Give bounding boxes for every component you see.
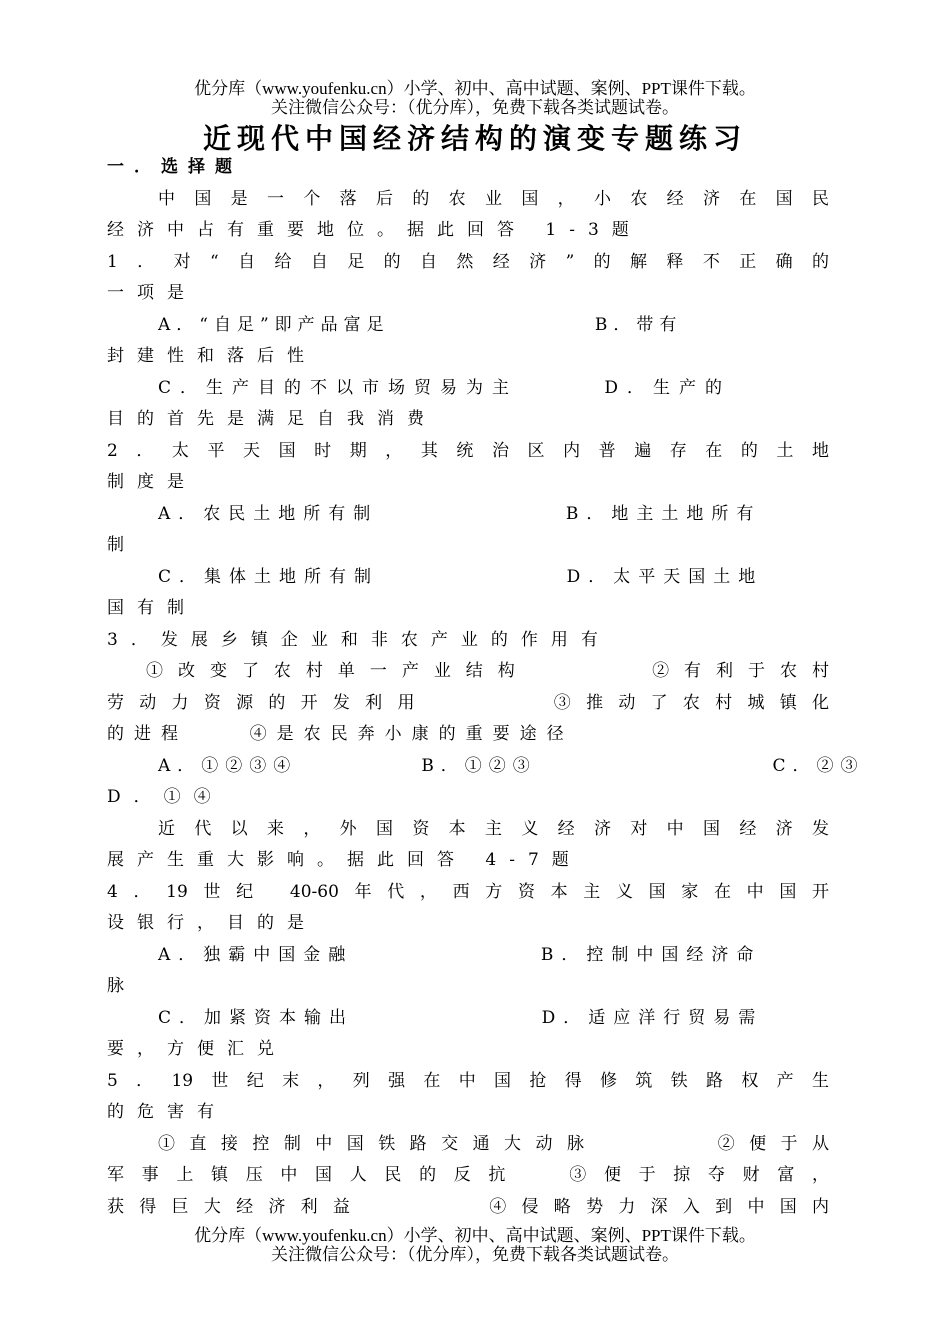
text-line: A．①②③④ B．①②③ C．②③ xyxy=(158,756,865,776)
text-line: A．“自足”即产品富足 B．带有 xyxy=(158,315,683,335)
text-line: 制 xyxy=(107,535,124,555)
page-header-top xyxy=(0,79,950,117)
text-line: ①改变了农村单一产业结构 ②有利于农村 xyxy=(146,661,829,681)
text-line: 要，方便汇兑 xyxy=(107,1039,287,1059)
text-line: 的危害有 xyxy=(107,1102,227,1122)
text-line: 国有制 xyxy=(107,598,197,618)
text-line: 1．对“自给自足的自然经济”的解释不正确的 xyxy=(107,252,829,272)
text-line: 设银行，目的是 xyxy=(107,913,317,933)
text-line: 中国是一个落后的农业国，小农经济在国民 xyxy=(158,189,829,209)
text-line: ①直接控制中国铁路交通大动脉 ②便于从 xyxy=(158,1134,829,1154)
text-line: D．①④ xyxy=(107,787,224,807)
text-line: C．加紧资本输出 D．适应洋行贸易需 xyxy=(158,1008,764,1028)
footer-line-2: 关注微信公众号：（优分库），免费下载各类试题试卷。 xyxy=(271,1245,679,1264)
text-line: 5．19世纪末，列强在中国抢得修筑铁路权产生 xyxy=(107,1071,829,1091)
text-line: A．农民土地所有制 B．地主土地所有 xyxy=(158,504,762,524)
text-line: 3．发展乡镇企业和非农产业的作用有 xyxy=(107,630,611,650)
text-line: C．生产目的不以市场贸易为主 D．生产的 xyxy=(158,378,732,398)
text-line: C．集体土地所有制 D．太平天国土地 xyxy=(158,567,764,587)
page-footer xyxy=(0,1226,950,1264)
text-line: 的进程 ④是农民奔小康的重要途径 xyxy=(107,724,574,744)
text-line: 2．太平天国时期，其统治区内普遍存在的土地 xyxy=(107,441,829,461)
text-line: 目的首先是满足自我消费 xyxy=(107,409,437,429)
text-line: 封建性和落后性 xyxy=(107,346,317,366)
text-line: 脉 xyxy=(107,976,124,996)
text-line: 近代以来，外国资本主义经济对中国经济发 xyxy=(158,819,829,839)
section-heading: 一．选择题 xyxy=(107,157,242,177)
text-line: 一项是 xyxy=(107,283,197,303)
text-line: 经济中占有重要地位。据此回答 1-3题 xyxy=(107,220,642,240)
text-line: 制度是 xyxy=(107,472,197,492)
page-title: 近现代中国经济结构的演变专题练习 xyxy=(202,122,747,155)
text-line: 4．19世纪 40-60年代，西方资本主义国家在中国开 xyxy=(107,882,829,902)
header-line-2: 关注微信公众号：（优分库），免费下载各类试题试卷。 xyxy=(271,98,679,117)
text-line: 劳动力资源的开发利用 ③推动了农村城镇化 xyxy=(107,693,829,713)
text-line: 军事上镇压中国人民的反抗 ③便于掠夺财富， xyxy=(107,1165,829,1185)
footer-line-1: 优分库（www.youfenku.cn）小学、初中、高中试题、案例、PPT课件下载。 xyxy=(194,1226,756,1245)
text-line: 获得巨大经济利益 ④侵略势力深入到中国内 xyxy=(107,1197,829,1217)
header-line-1: 优分库（www.youfenku.cn）小学、初中、高中试题、案例、PPT课件下载。 xyxy=(194,79,756,98)
text-line: 展产生重大影响。据此回答 4-7题 xyxy=(107,850,582,870)
text-line: A．独霸中国金融 B．控制中国经济命 xyxy=(158,945,762,965)
